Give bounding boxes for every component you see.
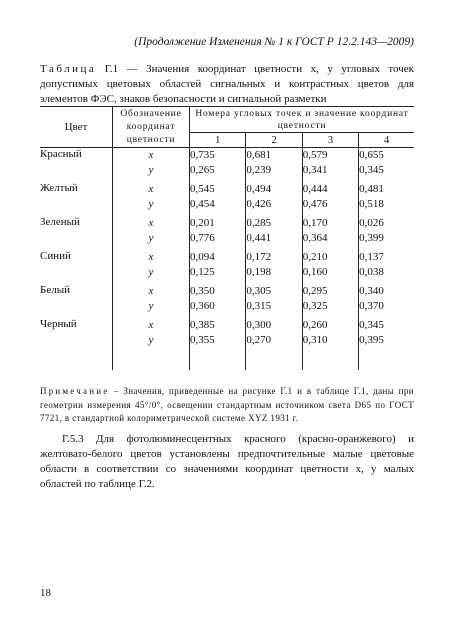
color-name: Черный (40, 318, 113, 370)
header-corner-points: Номера угловых точек и значение координат цветности (190, 107, 415, 133)
table-row (40, 318, 414, 370)
coord-symbols: x y (113, 216, 190, 250)
point-2-values: 0,285 0,441 (246, 216, 302, 250)
point-4-values: 0,137 0,038 (359, 251, 384, 278)
note-label: Примечание (40, 386, 110, 396)
point-1-values: 0,350 0,360 (190, 284, 246, 318)
note-text: – Значения, приведенные на рисунке Г.1 и в таблице Г.1, даны при геометрии измерения 45°/0°, освещении стандартным источником света D65 по ГОСТ 7721, в стандартной колориметрической системе XYZ 1931 г. (40, 386, 414, 423)
table-row (40, 250, 414, 284)
table-caption (40, 62, 414, 107)
point-4-values: 0,026 0,399 (359, 217, 384, 244)
point-1-values: 0,735 0,265 (190, 148, 246, 183)
header-color: Цвет (40, 107, 113, 148)
point-1-values: 0,201 0,776 (190, 216, 246, 250)
point-4-values: 0,345 0,395 (359, 319, 384, 346)
point-2-values: 0,494 0,426 (246, 182, 302, 216)
point-1-values: 0,545 0,454 (190, 182, 246, 216)
header-point-1: 1 (190, 133, 246, 148)
chromaticity-table (40, 106, 414, 370)
point-2-values: 0,681 0,239 (246, 148, 302, 183)
header-point-4: 4 (359, 133, 414, 148)
color-name: Красный (40, 148, 113, 183)
header-point-2: 2 (246, 133, 302, 148)
coord-symbols: x y (113, 250, 190, 284)
body-paragraph: Г.5.3 Для фотолюминесцентных красного (красно-оранжевого) и желтовато-белого цветов установлены предпочтительные малые цветовые области в соответствии со значениями координат цветности x, y малых областей по таблице Г.2. (40, 433, 414, 490)
header-designation: Обозначение координат цветности (113, 107, 190, 148)
caption-text: — Значения координат цветности x, y угловых точек допустимых цветовых областей сигнальных и контрастных цветов для элементов ФЭС, знаков безопасности и сигнальной разметки (40, 63, 415, 105)
table-row (40, 284, 414, 318)
point-4-values: 0,655 0,345 (359, 149, 384, 176)
point-4-values: 0,481 0,518 (359, 183, 384, 210)
running-header: (Продолжение Изменения № 1 к ГОСТ Р 12.2.143—2009) (134, 36, 414, 48)
point-3-values: 0,444 0,476 (302, 182, 358, 216)
point-2-values: 0,305 0,315 (246, 284, 302, 318)
coord-symbols: x y (113, 148, 190, 183)
table-row (40, 216, 414, 250)
point-3-values: 0,260 0,310 (302, 318, 358, 370)
coord-symbols: x y (113, 284, 190, 318)
caption-label: Таблица (40, 63, 97, 75)
header-point-3: 3 (302, 133, 358, 148)
point-1-values: 0,094 0,125 (190, 250, 246, 284)
table-row (40, 148, 414, 183)
table-row (40, 182, 414, 216)
point-3-values: 0,170 0,364 (302, 216, 358, 250)
point-2-values: 0,172 0,198 (246, 250, 302, 284)
coord-symbols: x y (113, 318, 190, 370)
point-4-values: 0,340 0,370 (359, 285, 384, 312)
point-3-values: 0,579 0,341 (302, 148, 358, 183)
point-1-values: 0,385 0,355 (190, 318, 246, 370)
color-name: Желтый (40, 182, 113, 216)
coord-symbols: x y (113, 182, 190, 216)
point-3-values: 0,210 0,160 (302, 250, 358, 284)
color-name: Белый (40, 284, 113, 318)
color-name: Зеленый (40, 216, 113, 250)
point-2-values: 0,300 0,270 (246, 318, 302, 370)
table-note (40, 385, 414, 426)
caption-number: Г.1 (104, 63, 119, 75)
page-number: 18 (40, 587, 51, 599)
color-name: Синий (40, 250, 113, 284)
point-3-values: 0,295 0,325 (302, 284, 358, 318)
